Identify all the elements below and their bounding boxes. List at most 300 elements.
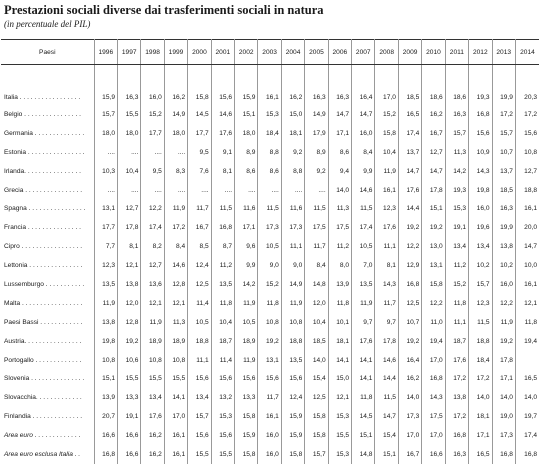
table-cell: 15,4 — [375, 426, 398, 445]
table-row — [1, 143, 539, 162]
table-cell: 16,5 — [524, 375, 537, 383]
table-cell: 13,4 — [469, 237, 492, 256]
table-cell: 12,8 — [164, 275, 187, 294]
table-cell: 10,5 — [188, 313, 211, 332]
table-cell: 12,3 — [469, 294, 492, 313]
table-cell: 9,1 — [211, 143, 234, 162]
table-cell: 18,8 — [188, 332, 211, 351]
table-cell: 17,2 — [445, 369, 468, 388]
table-cell: 16,5 — [398, 105, 421, 124]
table-cell: 16,0 — [258, 445, 281, 464]
table-cell: 15,3 — [258, 105, 281, 124]
table-cell: 16,2 — [422, 105, 445, 124]
row-label: Area euro . . . . . . . . . . . . . — [1, 426, 94, 445]
table-cell: 13,7 — [398, 143, 421, 162]
table-cell: 8,7 — [211, 237, 234, 256]
table-cell: 15,6 — [281, 369, 304, 388]
table-row — [1, 124, 539, 143]
table-cell: 13,5 — [94, 275, 117, 294]
table-cell: 9,2 — [305, 162, 328, 181]
table-cell: 11,9 — [281, 294, 304, 313]
table-cell: 16,8 — [422, 369, 445, 388]
table-row — [1, 351, 539, 370]
table-cell: 11,8 — [211, 294, 234, 313]
table-cell: 12,1 — [118, 256, 141, 275]
table-cell: 8,1 — [118, 237, 141, 256]
table-cell: 11,2 — [211, 256, 234, 275]
table-cell: 15,3 — [211, 407, 234, 426]
table-cell: 14,0 — [492, 388, 515, 407]
row-label: Paesi Bassi . . . . . . . . . . . . — [1, 313, 94, 332]
column-header-year: 2000 — [188, 40, 211, 65]
table-cell: .... — [141, 181, 164, 200]
table-cell: 16,6 — [118, 426, 141, 445]
table-cell: 14,6 — [352, 181, 375, 200]
table-cell: 15,8 — [305, 407, 328, 426]
table-cell: 9,7 — [352, 313, 375, 332]
row-label: Francia . . . . . . . . . . . . . . . — [1, 218, 94, 237]
data-table — [1, 39, 539, 464]
table-cell: 15,5 — [164, 369, 187, 388]
table-cell: 11,3 — [328, 199, 351, 218]
column-header-year: 1996 — [94, 40, 117, 65]
table-cell: 18,9 — [164, 332, 187, 351]
table-cell: 10,0 — [524, 262, 537, 270]
table-cell: 10,6 — [118, 351, 141, 370]
table-cell: 8,3 — [164, 162, 187, 181]
table-cell: 15,1 — [235, 105, 258, 124]
table-cell: 10,8 — [164, 351, 187, 370]
table-cell: 14,1 — [352, 351, 375, 370]
table-cell: 11,3 — [164, 313, 187, 332]
column-header-year: 2004 — [281, 40, 304, 65]
table-row — [1, 162, 539, 181]
table-cell: 16,2 — [164, 65, 187, 106]
table-cell: 17,1 — [328, 124, 351, 143]
table-cell: 15,7 — [469, 275, 492, 294]
table-cell: .... — [94, 181, 117, 200]
table-cell: 14,7 — [375, 407, 398, 426]
table-cell: 14,0 — [328, 181, 351, 200]
table-cell: 13,4 — [188, 388, 211, 407]
table-cell: 11,1 — [445, 313, 468, 332]
table-cell: 14,1 — [352, 369, 375, 388]
table-cell: 17,2 — [164, 218, 187, 237]
table-cell: 10,5 — [258, 237, 281, 256]
table-cell: 19,2 — [398, 332, 421, 351]
table-cell: 15,9 — [94, 65, 117, 106]
table-cell: 14,4 — [398, 199, 421, 218]
table-cell: 12,1 — [524, 299, 537, 307]
table-row — [1, 388, 539, 407]
table-cell: 12,3 — [375, 199, 398, 218]
table-cell: 18,5 — [492, 181, 515, 200]
table-cell: 18,7 — [211, 332, 234, 351]
table-cell: 13,9 — [94, 388, 117, 407]
table-cell: 20,0 — [524, 224, 537, 232]
table-row — [1, 218, 539, 237]
table-cell: 17,2 — [469, 369, 492, 388]
table-cell: 14,6 — [375, 351, 398, 370]
row-label: Finlandia . . . . . . . . . . . . . . — [1, 407, 94, 426]
row-label: Slovenia . . . . . . . . . . . . . . . — [1, 369, 94, 388]
column-header-year: 1999 — [164, 40, 187, 65]
table-cell: 11,8 — [524, 318, 537, 326]
table-body — [1, 65, 539, 464]
table-cell: 11,0 — [422, 313, 445, 332]
table-cell: 16,7 — [422, 124, 445, 143]
table-cell: 16,2 — [141, 426, 164, 445]
table-cell: 17,6 — [398, 181, 421, 200]
table-cell: 15,2 — [375, 105, 398, 124]
table-cell: 10,8 — [258, 313, 281, 332]
table-cell: 17,9 — [305, 124, 328, 143]
table-cell: 15,0 — [281, 105, 304, 124]
table-cell: 10,8 — [141, 351, 164, 370]
table-cell: 17,3 — [281, 218, 304, 237]
table-cell: 15,9 — [235, 426, 258, 445]
table-cell: 16,4 — [398, 351, 421, 370]
table-cell: 18,8 — [524, 186, 537, 194]
table-cell: 16,1 — [524, 280, 537, 288]
table-cell: 15,5 — [118, 105, 141, 124]
table-cell: 14,6 — [211, 105, 234, 124]
column-header-year: 2013 — [492, 40, 515, 65]
table-cell: 11,1 — [188, 351, 211, 370]
row-label: Italia . . . . . . . . . . . . . . . . . — [1, 65, 94, 106]
table-cell: 15,1 — [94, 369, 117, 388]
table-cell: 15,8 — [235, 445, 258, 464]
table-cell: 15,4 — [305, 369, 328, 388]
table-cell: 16,3 — [445, 445, 468, 464]
table-cell: 18,7 — [445, 332, 468, 351]
row-label: Grecia . . . . . . . . . . . . . . . . — [1, 181, 94, 200]
table-cell: 17,7 — [141, 124, 164, 143]
table-cell: 14,3 — [422, 388, 445, 407]
row-label: Area euro esclusa Italia . . — [1, 445, 94, 464]
table-cell: 17,0 — [422, 351, 445, 370]
column-header-year: 2001 — [211, 40, 234, 65]
table-cell: 14,2 — [235, 275, 258, 294]
table-cell: 12,1 — [141, 294, 164, 313]
table-cell: 15,5 — [118, 369, 141, 388]
table-cell: 15,3 — [328, 445, 351, 464]
row-label: Spagna . . . . . . . . . . . . . . . . — [1, 199, 94, 218]
table-cell: 9,5 — [188, 143, 211, 162]
table-cell: 17,4 — [398, 124, 421, 143]
table-cell: 18,9 — [235, 332, 258, 351]
table-cell: 8,9 — [235, 143, 258, 162]
table-cell: 17,6 — [352, 332, 375, 351]
row-label: Estonia . . . . . . . . . . . . . . . . — [1, 143, 94, 162]
table-cell: 17,8 — [375, 332, 398, 351]
table-cell: 19,2 — [118, 332, 141, 351]
table-cell: 8,1 — [211, 162, 234, 181]
table-cell: 9,0 — [258, 256, 281, 275]
table-cell: 8,6 — [258, 162, 281, 181]
table-cell: 19,4 — [524, 337, 537, 345]
table-cell: 14,7 — [524, 243, 537, 251]
table-cell: 16,8 — [492, 445, 515, 464]
table-cell: 19,8 — [94, 332, 117, 351]
table-cell: 16,1 — [258, 65, 281, 106]
table-cell: 16,1 — [375, 181, 398, 200]
page-title: Prestazioni sociali diverse dai trasferimenti sociali in natura — [4, 3, 324, 17]
table-cell: 14,9 — [305, 105, 328, 124]
table-cell: 17,7 — [94, 218, 117, 237]
table-cell: 13,1 — [422, 256, 445, 275]
table-cell: 13,6 — [141, 275, 164, 294]
table-cell: 18,8 — [281, 332, 304, 351]
table-cell: 12,1 — [328, 388, 351, 407]
table-cell: 16,2 — [141, 445, 164, 464]
table-cell: 12,4 — [281, 388, 304, 407]
table-cell: 15,7 — [94, 105, 117, 124]
table-cell: 13,1 — [258, 351, 281, 370]
table-cell: 14,0 — [469, 388, 492, 407]
table-row — [1, 275, 539, 294]
table-cell: 17,0 — [164, 407, 187, 426]
table-cell: 13,0 — [422, 237, 445, 256]
table-cell: 19,3 — [469, 65, 492, 106]
table-cell: 16,3 — [328, 65, 351, 106]
table-cell: 15,6 — [211, 65, 234, 106]
table-cell: .... — [188, 181, 211, 200]
table-cell: 14,7 — [422, 162, 445, 181]
table-cell: 18,1 — [281, 124, 304, 143]
table-cell: 13,8 — [492, 237, 515, 256]
table-row — [1, 332, 539, 351]
table-cell: 16,5 — [469, 445, 492, 464]
table-cell: 10,4 — [375, 143, 398, 162]
table-row — [1, 313, 539, 332]
table-cell: 13,3 — [118, 388, 141, 407]
row-label: Cipro . . . . . . . . . . . . . . . . . — [1, 237, 94, 256]
table-cell: 19,0 — [492, 407, 515, 426]
table-cell: 14,0 — [305, 351, 328, 370]
table-cell: 19,9 — [492, 218, 515, 237]
table-cell: 11,4 — [211, 351, 234, 370]
table-cell: 12,2 — [398, 237, 421, 256]
table-cell: 13,5 — [211, 275, 234, 294]
table-cell: 9,4 — [328, 162, 351, 181]
table-cell: 13,4 — [445, 237, 468, 256]
table-cell: 17,2 — [492, 105, 515, 124]
table-cell: 11,6 — [235, 199, 258, 218]
table-cell: 18,8 — [469, 332, 492, 351]
table-cell: .... — [141, 143, 164, 162]
table-cell: 17,7 — [188, 124, 211, 143]
table-cell: 14,7 — [328, 105, 351, 124]
table-cell: 17,8 — [422, 181, 445, 200]
table-cell: 12,7 — [524, 167, 537, 175]
table-cell: 15,6 — [235, 369, 258, 388]
table-cell: 13,1 — [94, 199, 117, 218]
table-cell: 16,0 — [352, 124, 375, 143]
table-cell: 12,2 — [141, 199, 164, 218]
table-cell: .... — [164, 181, 187, 200]
table-cell: 8,4 — [305, 256, 328, 275]
table-cell: 18,1 — [328, 332, 351, 351]
table-cell: 16,0 — [469, 199, 492, 218]
table-header-row — [1, 40, 539, 65]
table-cell: 10,4 — [118, 162, 141, 181]
table-row — [1, 256, 539, 275]
table-cell: 15,1 — [375, 445, 398, 464]
row-label: Portogallo . . . . . . . . . . . . . — [1, 351, 94, 370]
table-cell: 15,6 — [524, 129, 537, 137]
table-cell: 16,2 — [281, 65, 304, 106]
table-cell: 10,3 — [94, 162, 117, 181]
table-cell: 11,9 — [141, 313, 164, 332]
table-cell: 19,8 — [469, 181, 492, 200]
table-cell: 13,5 — [352, 275, 375, 294]
table-cell: 15,3 — [328, 407, 351, 426]
column-header-year: 2014 — [515, 40, 539, 65]
table-cell: 16,1 — [524, 205, 537, 213]
table-cell: 16,3 — [445, 105, 468, 124]
table-cell: 18,0 — [235, 124, 258, 143]
table-cell: 9,9 — [352, 162, 375, 181]
table-cell: 7,7 — [94, 237, 117, 256]
table-cell: 12,0 — [305, 294, 328, 313]
table-cell: 14,2 — [445, 162, 468, 181]
table-cell: 12,4 — [188, 256, 211, 275]
table-cell: .... — [211, 181, 234, 200]
table-cell: 8,6 — [235, 162, 258, 181]
table-cell: 7,6 — [188, 162, 211, 181]
table-cell: 18,9 — [141, 332, 164, 351]
table-cell: 14,0 — [398, 388, 421, 407]
row-label: Slovacchia. . . . . . . . . . . . . — [1, 388, 94, 407]
table-cell: 15,2 — [141, 105, 164, 124]
table-cell: 8,4 — [352, 143, 375, 162]
table-cell: 8,6 — [328, 143, 351, 162]
table-cell: 10,4 — [305, 313, 328, 332]
table-cell: 15,2 — [445, 275, 468, 294]
table-cell: 10,5 — [235, 313, 258, 332]
table-cell: 9,6 — [235, 237, 258, 256]
table-cell: 12,5 — [305, 388, 328, 407]
table-cell: 11,5 — [211, 199, 234, 218]
table-cell: 15,8 — [235, 407, 258, 426]
table-cell: 18,0 — [118, 124, 141, 143]
table-cell: 18,1 — [469, 407, 492, 426]
table-cell: 10,8 — [524, 148, 537, 156]
row-label: Malta . . . . . . . . . . . . . . . . . — [1, 294, 94, 313]
table-cell: 11,1 — [375, 237, 398, 256]
table-cell: 15,1 — [422, 199, 445, 218]
table-cell: 9,0 — [281, 256, 304, 275]
table-cell: 16,8 — [94, 445, 117, 464]
table-cell: 16,7 — [188, 218, 211, 237]
table-cell: 11,2 — [445, 256, 468, 275]
table-cell: 16,8 — [398, 275, 421, 294]
table-cell: 11,7 — [258, 388, 281, 407]
table-cell: 19,1 — [445, 218, 468, 237]
table-cell: 17,3 — [398, 407, 421, 426]
table-cell: 13,5 — [281, 351, 304, 370]
table-cell: 17,4 — [524, 432, 537, 440]
table-cell: 12,7 — [141, 256, 164, 275]
table-cell: 16,8 — [211, 218, 234, 237]
table-cell: 17,1 — [469, 426, 492, 445]
column-header-year: 2006 — [328, 40, 351, 65]
table-cell: 17,6 — [375, 218, 398, 237]
table-cell: 16,1 — [258, 407, 281, 426]
table-cell: 12,7 — [118, 199, 141, 218]
table-cell: 18,6 — [445, 65, 468, 106]
table-cell: 15,7 — [445, 124, 468, 143]
table-row — [1, 445, 539, 464]
page-subtitle: (in percentuale del PIL) — [4, 19, 91, 29]
table-cell: 14,1 — [164, 388, 187, 407]
table-cell: 14,9 — [164, 105, 187, 124]
table-cell: 16,0 — [141, 65, 164, 106]
table-cell: 19,2 — [258, 332, 281, 351]
table-row — [1, 181, 539, 200]
table-cell: 18,6 — [422, 65, 445, 106]
table-cell: 15,6 — [188, 369, 211, 388]
table-cell: 18,0 — [164, 124, 187, 143]
table-row — [1, 65, 539, 106]
table-cell: .... — [94, 143, 117, 162]
table-cell: 12,8 — [118, 313, 141, 332]
table-cell: 8,8 — [258, 143, 281, 162]
table-cell: 16,6 — [422, 445, 445, 464]
table-cell: 16,0 — [258, 426, 281, 445]
row-label: Lussemburgo . . . . . . . . . . . — [1, 275, 94, 294]
column-header-year: 1998 — [141, 40, 164, 65]
table-cell: 17,4 — [141, 218, 164, 237]
table-cell: 16,2 — [398, 369, 421, 388]
table-cell: 20,3 — [524, 94, 537, 101]
table-cell: 17,5 — [305, 218, 328, 237]
table-cell: 16,6 — [118, 445, 141, 464]
table-cell: 13,9 — [328, 275, 351, 294]
table-cell: 8,9 — [305, 143, 328, 162]
table-cell: 17,6 — [445, 351, 468, 370]
table-cell: 11,9 — [352, 294, 375, 313]
table-cell: 10,2 — [492, 256, 515, 275]
table-cell: 9,2 — [281, 143, 304, 162]
table-cell: 15,8 — [188, 65, 211, 106]
table-cell: 15,6 — [469, 124, 492, 143]
table-cell: 15,6 — [211, 426, 234, 445]
table-cell: 11,8 — [258, 294, 281, 313]
table-cell: 14,8 — [352, 445, 375, 464]
table-cell: 8,2 — [141, 237, 164, 256]
table-cell: 16,3 — [305, 65, 328, 106]
column-header-year: 2011 — [445, 40, 468, 65]
table-cell: 15,9 — [281, 426, 304, 445]
table-cell: 14,0 — [524, 394, 537, 402]
table-cell: 17,2 — [445, 407, 468, 426]
table-cell: 14,7 — [398, 162, 421, 181]
table-cell: 15,9 — [281, 407, 304, 426]
table-cell: 17,4 — [352, 218, 375, 237]
table-cell: .... — [281, 181, 304, 200]
table-cell: 17,5 — [422, 407, 445, 426]
table-cell: 11,9 — [492, 313, 515, 332]
table-cell: 14,5 — [352, 407, 375, 426]
table-cell: 18,5 — [398, 65, 421, 106]
table-cell: 16,0 — [492, 275, 515, 294]
table-cell: 10,4 — [211, 313, 234, 332]
table-row — [1, 237, 539, 256]
table-cell: 12,7 — [422, 143, 445, 162]
table-cell: 15,0 — [328, 369, 351, 388]
